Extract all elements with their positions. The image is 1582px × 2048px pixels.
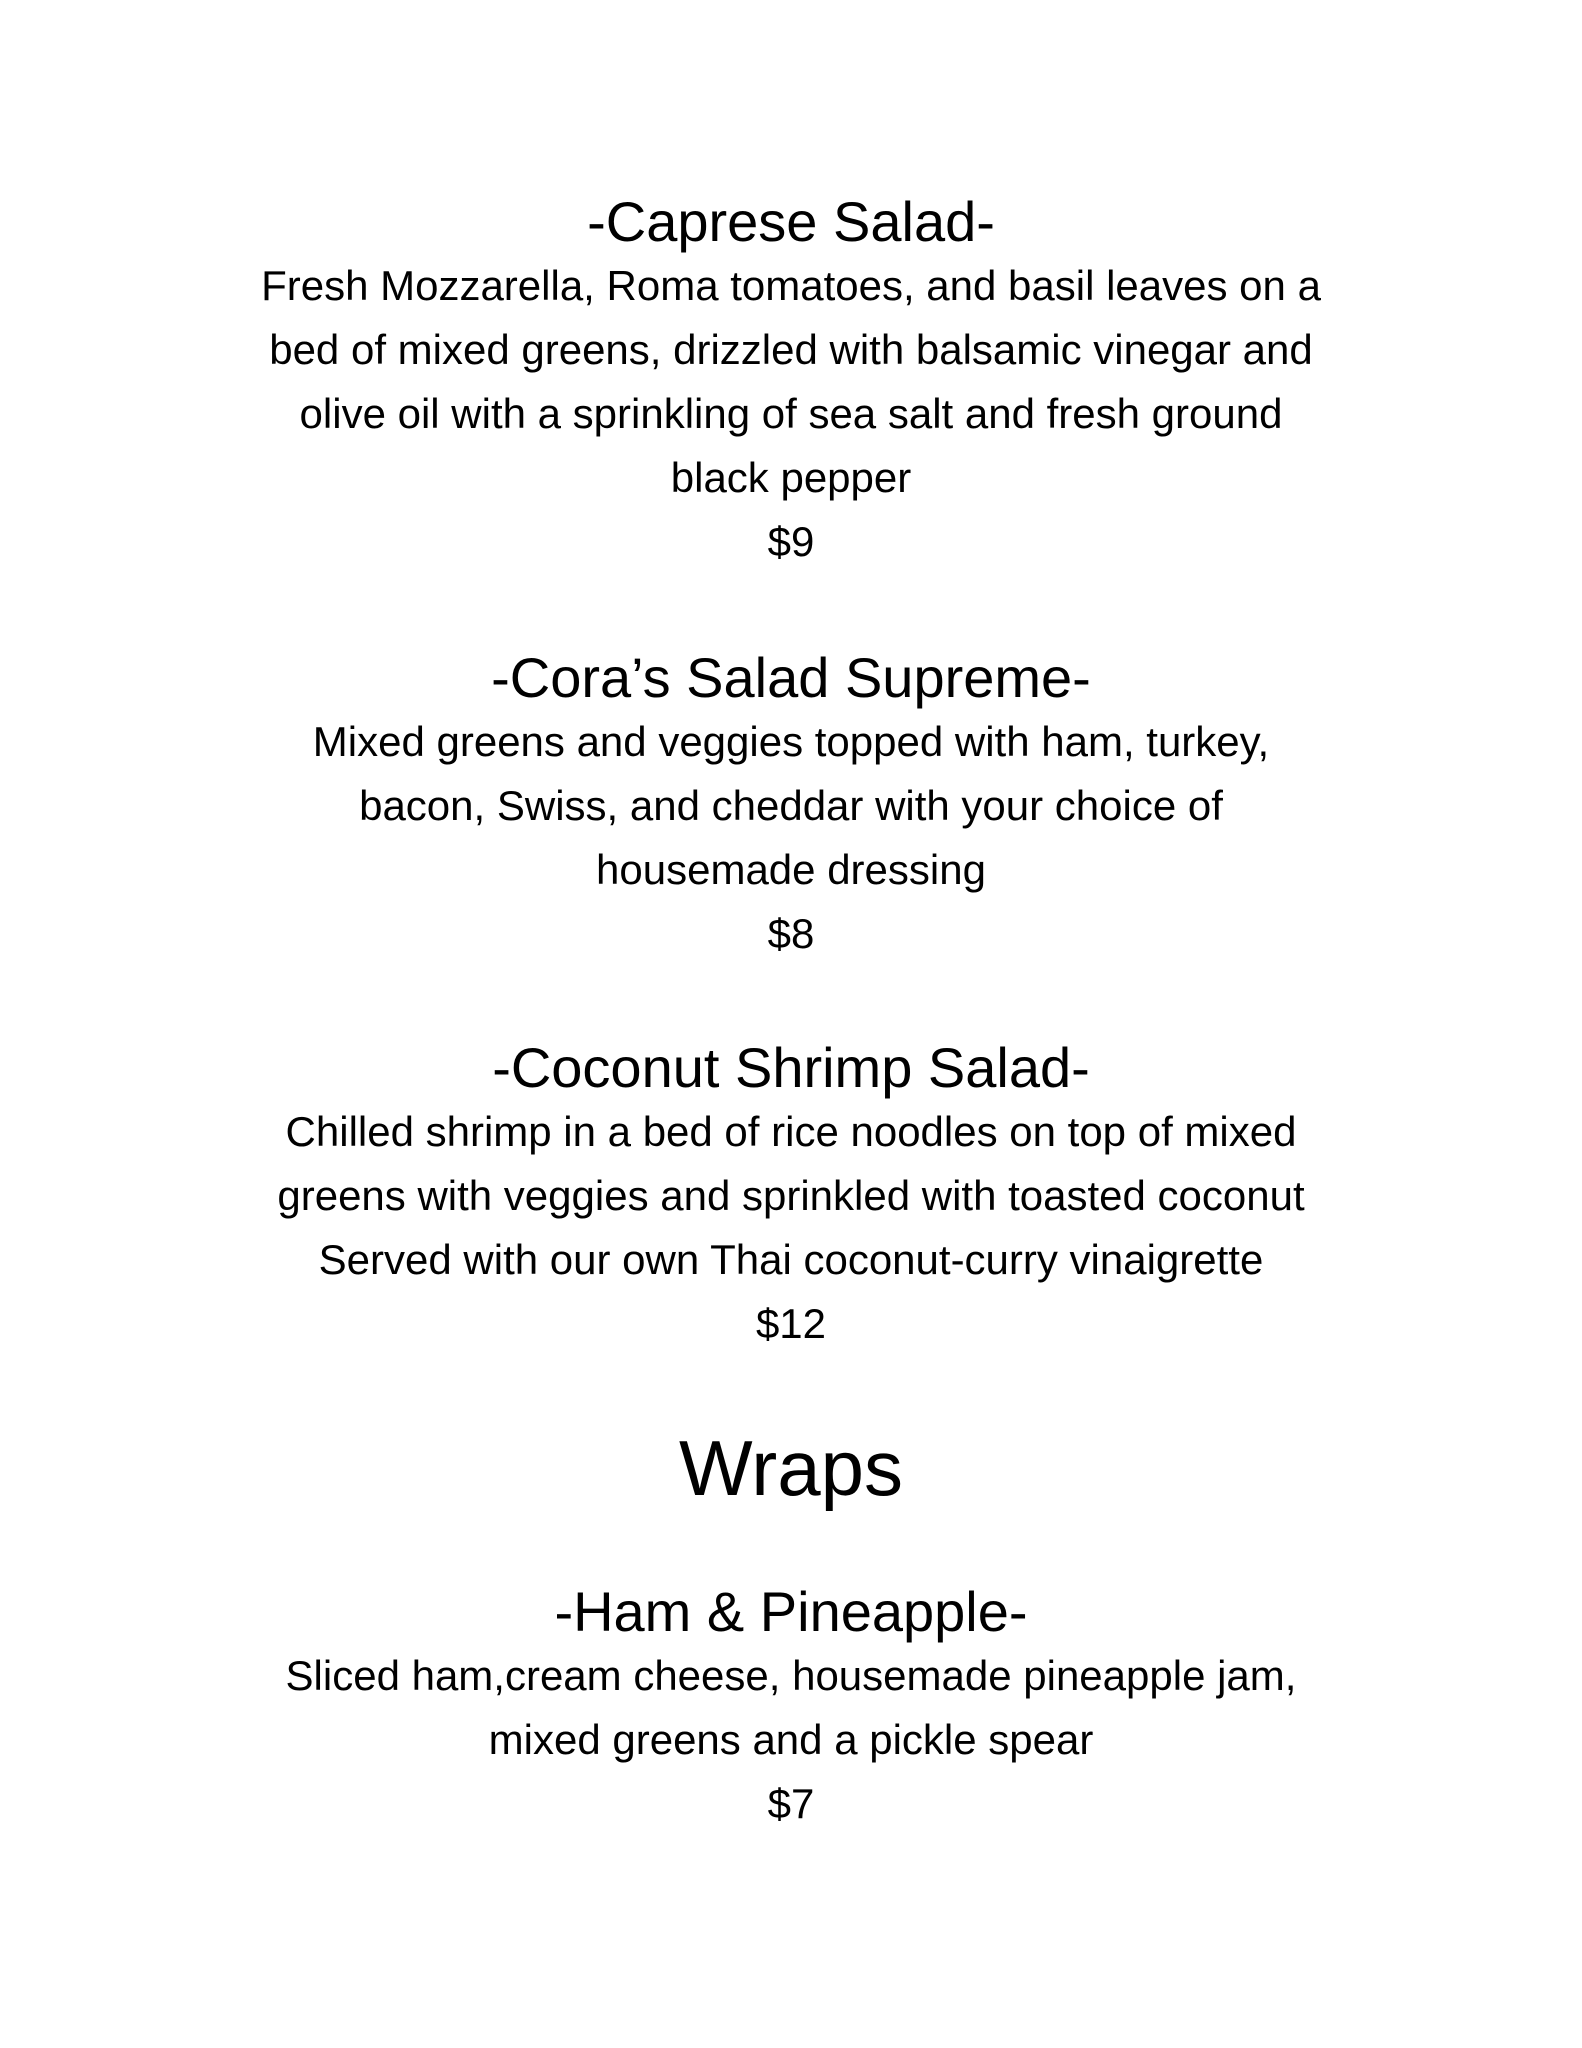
section-title: Wraps <box>679 1424 903 1512</box>
description-line: Mixed greens and veggies topped with ham, turkey, <box>312 718 1270 765</box>
item-title: -Cora’s Salad Supreme- <box>491 646 1091 709</box>
item-description <box>0 710 1582 902</box>
item-description <box>0 1644 1582 1772</box>
description-line: greens with veggies and sprinkled with toasted coconut <box>277 1172 1305 1219</box>
menu-item-coconut-shrimp-salad <box>0 1036 1582 1356</box>
item-price: $7 <box>767 1780 815 1827</box>
item-description <box>0 254 1582 510</box>
item-description <box>0 1100 1582 1292</box>
section-wraps <box>0 1420 1582 1516</box>
item-price: $12 <box>755 1300 827 1347</box>
description-line: mixed greens and a pickle spear <box>488 1716 1094 1763</box>
description-line: Served with our own Thai coconut-curry vinaigrette <box>318 1236 1264 1283</box>
description-line: black pepper <box>670 454 912 501</box>
item-price: $8 <box>767 910 815 957</box>
description-line: bed of mixed greens, drizzled with balsamic vinegar and <box>269 326 1313 373</box>
item-title: -Ham & Pineapple- <box>554 1580 1028 1643</box>
description-line: housemade dressing <box>596 846 986 893</box>
description-line: bacon, Swiss, and cheddar with your choice of <box>359 782 1223 829</box>
item-title: -Caprese Salad- <box>587 190 995 253</box>
description-line: Fresh Mozzarella, Roma tomatoes, and basil leaves on a <box>261 262 1321 309</box>
menu-item-ham-pineapple <box>0 1580 1582 1836</box>
description-line: olive oil with a sprinkling of sea salt and fresh ground <box>299 390 1283 437</box>
description-line: Sliced ham,cream cheese, housemade pineapple jam, <box>285 1652 1297 1699</box>
item-price: $9 <box>767 518 815 565</box>
menu-item-caprese-salad <box>0 190 1582 574</box>
description-line: Chilled shrimp in a bed of rice noodles on top of mixed <box>285 1108 1297 1155</box>
menu-item-coras-salad-supreme <box>0 646 1582 966</box>
item-title: -Coconut Shrimp Salad- <box>492 1036 1090 1099</box>
